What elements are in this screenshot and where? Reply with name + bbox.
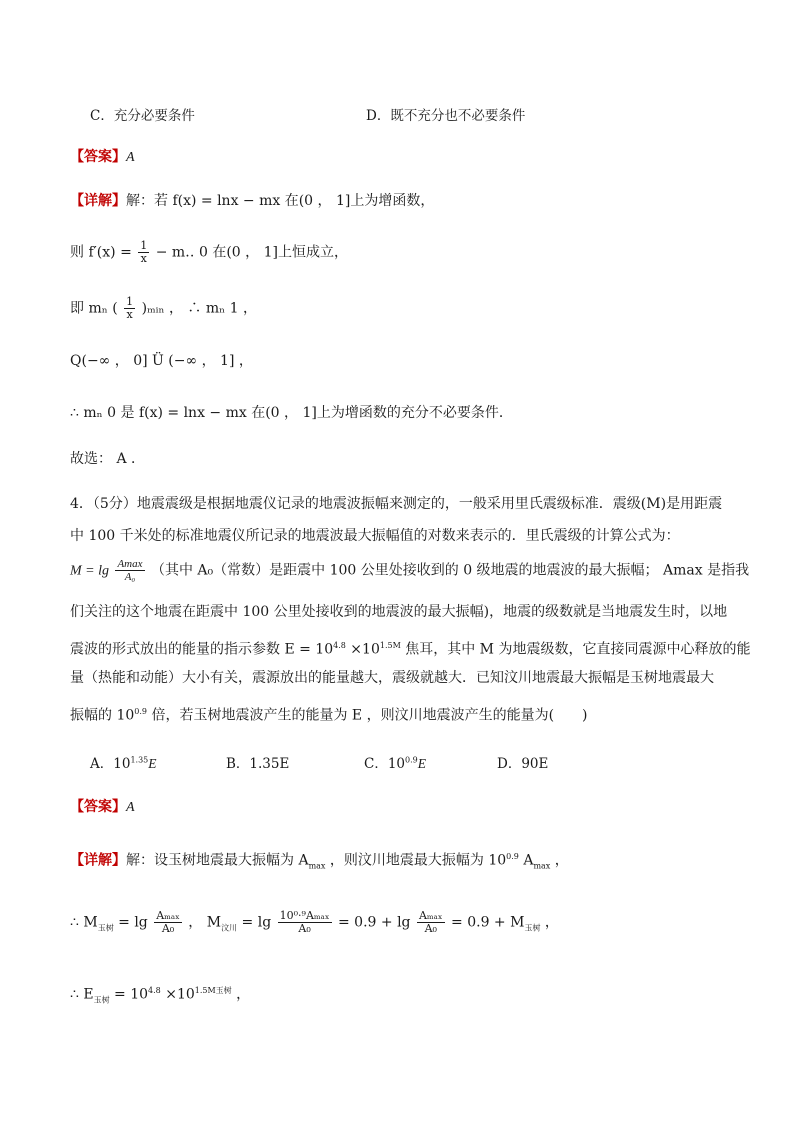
question-4-line-1: 4．（5分）地震震级是根据地震仪记录的地震波振幅来测定的，一般采用里氏震级标准．震级(M)是用距震 <box>70 496 723 512</box>
equation-part: = 0.9 + lg <box>338 914 411 931</box>
fraction-denominator: x <box>126 308 133 321</box>
fraction <box>138 240 149 265</box>
option-c-tail: E <box>417 756 426 771</box>
detail-tag: 【详解】 <box>70 852 126 869</box>
equation-part: = 10 <box>109 986 149 1003</box>
energy-text-c: 焦耳，其中 M 为地震级数，它直接同震源中心释放的能 <box>400 641 751 658</box>
step-prefix: 则 f′(x) = <box>70 244 132 261</box>
fraction-numerator: 1 <box>140 239 148 252</box>
e-yushu: ∴ E <box>70 986 94 1003</box>
option-d-q4: D．90E <box>497 756 549 772</box>
detail-text-c: A <box>518 852 534 869</box>
option-a-tail: E <box>148 756 157 771</box>
answer-value: A <box>126 150 135 165</box>
subscript: 汶川 <box>221 923 238 933</box>
option-a-label: A．10 <box>90 756 131 772</box>
detail-line-1 <box>70 191 434 211</box>
step-suffix: )ₘᵢₙ ， ∴ mₙ 1 ， <box>141 300 258 317</box>
option-d: D．既不充分也不必要条件 <box>366 108 526 124</box>
question-4-line-6: 量（热能和动能）大小有关，震源放出的能量越大，震级就越大．已知汶川地震最大振幅是玉树地震最大 <box>70 670 714 686</box>
exponent: 1.5M玉树 <box>194 986 232 995</box>
question-4-line-7 <box>70 702 588 726</box>
detail-text-b: ，则汶川地震最大振幅为 10 <box>325 852 507 869</box>
exponent: 0.9 <box>506 852 519 861</box>
answer-line-1 <box>70 147 135 168</box>
choice-line: 故选： A ． <box>70 451 146 467</box>
step-suffix: − m‥ 0 在(0 ， 1]上恒成立， <box>155 244 348 261</box>
exponent: 1.35 <box>130 755 149 765</box>
fraction-denominator: A₀ <box>424 922 437 935</box>
equation-end: ， <box>231 986 251 1003</box>
answer-tag: 【答案】 <box>70 149 126 165</box>
question-4-line-2: 中 100 千米处的标准地震仪所记录的地震波最大振幅值的对数来表示的．里氏震级的计算公式为： <box>70 528 680 544</box>
ratio-text-b: 倍，若玉树地震波产生的能量为 E ，则汶川地震波产生的能量为( ) <box>147 707 588 724</box>
detail-text-d: ， <box>550 852 569 869</box>
equation-part: = lg <box>237 914 272 931</box>
fraction <box>417 910 445 935</box>
option-c-label: C．10 <box>364 756 406 772</box>
subscript: max <box>308 861 326 871</box>
step-conclusion: ∴ mₙ 0 是 f(x) = lnx − mx 在(0 ， 1]上为增函数的充分不必要条件． <box>70 405 513 421</box>
formula-lhs: M = lg <box>70 563 109 579</box>
answer-line-2 <box>70 797 135 818</box>
subscript: 玉树 <box>97 923 114 933</box>
fraction-numerator: 10⁰·⁹Aₘₐₓ <box>279 909 330 922</box>
formula-explanation: （其中 A₀（常数）是距震中 100 公里处接收到的 0 级地震的地震波的最大振幅； Amax 是指我 <box>150 562 750 579</box>
equation-part: = lg <box>113 914 148 931</box>
fraction-denominator: A₀ <box>124 571 136 583</box>
equation-part: = 0.9 + M <box>451 914 525 931</box>
step-derivative <box>70 240 348 265</box>
energy-text-a: 震波的形式放出的能量的指示参数 E = 10 <box>70 641 334 658</box>
fraction <box>124 296 135 321</box>
ratio-text-a: 振幅的 10 <box>70 707 135 724</box>
fraction-numerator: Amax <box>117 558 143 570</box>
step-prefix: 即 mₙ ( <box>70 300 118 317</box>
step-magnitudes <box>70 910 559 938</box>
option-a <box>90 752 157 772</box>
detail-text: 解：若 f(x) = lnx − mx 在(0 ， 1]上为增函数， <box>126 193 435 209</box>
exponent: 0.9 <box>405 755 418 765</box>
exponent: 4.8 <box>333 641 346 650</box>
option-b: B．1.35E <box>226 756 290 772</box>
fraction-numerator: Aₘₐₓ <box>156 909 180 922</box>
option-c: C．充分必要条件 <box>90 108 195 124</box>
answer-value: A <box>126 800 135 815</box>
subscript: max <box>533 861 551 871</box>
step-energy <box>70 981 250 1010</box>
m-yushu: ∴ M <box>70 914 98 931</box>
fraction-denominator: x <box>140 252 147 265</box>
exponent: 1.5M <box>379 641 401 650</box>
fraction <box>154 910 182 935</box>
subscript: 玉树 <box>524 923 541 933</box>
step-sets: Q(−∞ ， 0] Ü (−∞ ， 1] ， <box>70 353 253 369</box>
question-4-line-4: 们关注的这个地震在距震中 100 公里处接收到的地震波的最大振幅)，地震的级数就是当地震发生时，以地 <box>70 604 728 620</box>
equation-end: ， <box>540 914 559 931</box>
fraction-denominator: A₀ <box>298 922 311 935</box>
equation-part: ×10 <box>160 986 195 1003</box>
fraction-numerator: 1 <box>126 295 134 308</box>
subscript: 玉树 <box>93 995 110 1005</box>
exponent: 0.9 <box>134 707 147 716</box>
fraction <box>115 558 144 583</box>
option-c-q4 <box>364 752 426 772</box>
step-min <box>70 296 257 321</box>
detail-tag: 【详解】 <box>70 193 126 209</box>
question-4-line-3 <box>70 558 749 583</box>
question-4-line-5 <box>70 636 750 660</box>
fraction-denominator: A₀ <box>161 922 175 935</box>
fraction-numerator: Aₘₐₓ <box>418 909 443 922</box>
energy-text-b: ×10 <box>345 641 380 658</box>
answer-tag: 【答案】 <box>70 799 126 815</box>
fraction <box>278 910 332 935</box>
m-wenchuan: ， M <box>188 914 222 931</box>
exponent: 4.8 <box>148 986 161 995</box>
detail-text-a: 解：设玉树地震最大振幅为 A <box>126 852 309 869</box>
detail-line-2 <box>70 847 569 876</box>
